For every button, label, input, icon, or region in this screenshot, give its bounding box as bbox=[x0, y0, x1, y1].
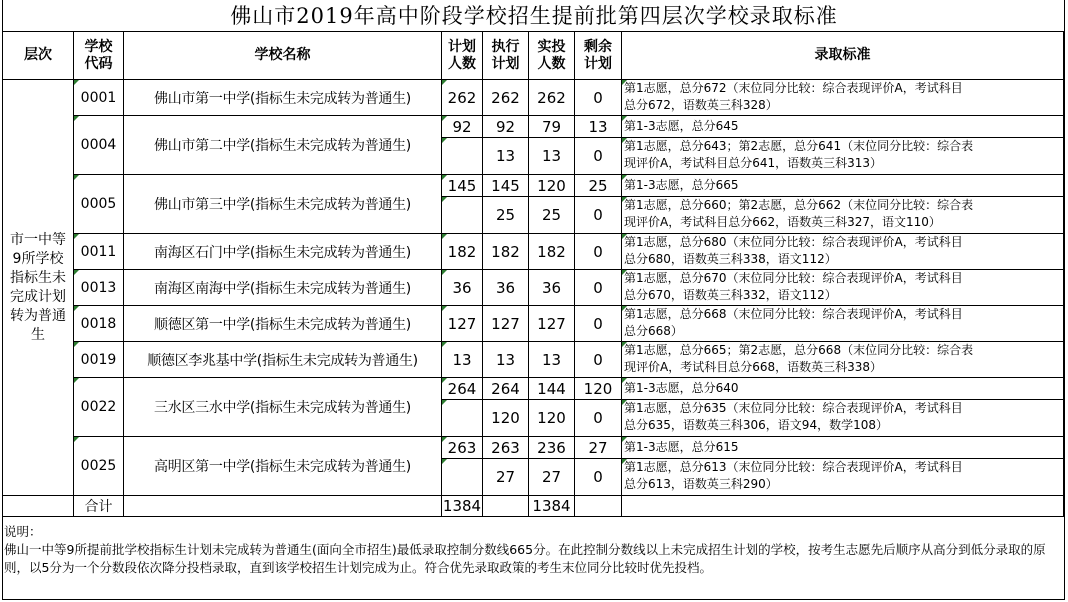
table-row bbox=[3, 342, 1064, 378]
table-row bbox=[3, 437, 1064, 459]
text-line: 第1-3志愿，总分615 bbox=[624, 440, 739, 454]
notes bbox=[4, 523, 1064, 577]
total-label: 合计 bbox=[74, 496, 124, 517]
table-row bbox=[3, 116, 1064, 138]
school-name: 顺德区李兆基中学(指标生未完成转为普通生) bbox=[124, 342, 442, 378]
table-row bbox=[3, 306, 1064, 342]
header-remain bbox=[575, 32, 622, 80]
plan-count: 127 bbox=[442, 306, 483, 342]
text-line: 总分670，语数英三科332，语文112） bbox=[624, 288, 837, 302]
exec-plan: 13 bbox=[483, 138, 529, 175]
plan-count bbox=[442, 197, 483, 234]
plan-count: 262 bbox=[442, 80, 483, 116]
header-actual bbox=[529, 32, 575, 80]
school-code: 0019 bbox=[74, 342, 124, 378]
total-blank bbox=[622, 496, 1064, 517]
remaining-plan: 25 bbox=[575, 175, 622, 197]
school-name: 南海区南海中学(指标生未完成转为普通生) bbox=[124, 270, 442, 306]
exec-plan: 264 bbox=[483, 378, 529, 400]
text-line: 第1志愿，总分613（末位同分比较：综合表现评价A，考试科目 bbox=[624, 460, 963, 474]
school-code: 0005 bbox=[74, 175, 124, 234]
actual-count: 262 bbox=[529, 80, 575, 116]
text-line: 第1志愿，总分670（末位同分比较：综合表现评价A，考试科目 bbox=[624, 271, 963, 285]
admission-criteria bbox=[622, 116, 1064, 138]
text-line: 总分680，语数英三科338，语文112） bbox=[624, 252, 837, 266]
text-line: 第1志愿，总分635（末位同分比较：综合表现评价A，考试科目 bbox=[624, 401, 963, 415]
admission-criteria bbox=[622, 270, 1064, 306]
school-name: 高明区第一中学(指标生未完成转为普通生) bbox=[124, 437, 442, 496]
plan-count: 145 bbox=[442, 175, 483, 197]
admission-table bbox=[2, 31, 1064, 517]
text-line: 9所学校 bbox=[12, 250, 64, 267]
actual-count: 120 bbox=[529, 400, 575, 437]
header-code bbox=[74, 32, 124, 80]
plan-count: 92 bbox=[442, 116, 483, 138]
plan-count: 36 bbox=[442, 270, 483, 306]
total-actual: 1384 bbox=[529, 496, 575, 517]
admission-criteria bbox=[622, 400, 1064, 437]
admission-criteria bbox=[622, 437, 1064, 459]
remaining-plan: 120 bbox=[575, 378, 622, 400]
admission-criteria bbox=[622, 378, 1064, 400]
plan-count bbox=[442, 400, 483, 437]
school-code: 0018 bbox=[74, 306, 124, 342]
table-row bbox=[3, 378, 1064, 400]
actual-count: 27 bbox=[529, 459, 575, 496]
school-name: 佛山市第二中学(指标生未完成转为普通生) bbox=[124, 116, 442, 175]
remaining-plan: 0 bbox=[575, 306, 622, 342]
plan-count bbox=[442, 459, 483, 496]
plan-count: 263 bbox=[442, 437, 483, 459]
remaining-plan: 0 bbox=[575, 197, 622, 234]
remaining-plan: 0 bbox=[575, 342, 622, 378]
actual-count: 182 bbox=[529, 234, 575, 270]
notes-heading: 说明： bbox=[4, 524, 42, 539]
actual-count: 120 bbox=[529, 175, 575, 197]
actual-count: 127 bbox=[529, 306, 575, 342]
actual-count: 13 bbox=[529, 138, 575, 175]
total-blank bbox=[3, 496, 74, 517]
remaining-plan: 0 bbox=[575, 400, 622, 437]
text-line: 完成计划 bbox=[10, 288, 66, 305]
school-name: 三水区三水中学(指标生未完成转为普通生) bbox=[124, 378, 442, 437]
text-line: 转为普通 bbox=[10, 307, 66, 324]
admission-criteria bbox=[622, 234, 1064, 270]
admission-criteria bbox=[622, 459, 1064, 496]
exec-plan: 127 bbox=[483, 306, 529, 342]
exec-plan: 27 bbox=[483, 459, 529, 496]
text-line: 第1志愿，总分668（末位同分比较：综合表现评价A，考试科目 bbox=[624, 307, 963, 321]
actual-count: 79 bbox=[529, 116, 575, 138]
text-line: 计划 bbox=[448, 38, 476, 55]
text-line: 第1志愿，总分660；第2志愿，总分662（末位同分比较：综合表 bbox=[624, 198, 974, 212]
school-name: 顺德区第一中学(指标生未完成转为普通生) bbox=[124, 306, 442, 342]
remaining-plan: 0 bbox=[575, 138, 622, 175]
exec-plan: 182 bbox=[483, 234, 529, 270]
remaining-plan: 27 bbox=[575, 437, 622, 459]
admission-criteria bbox=[622, 138, 1064, 175]
header-plan bbox=[442, 32, 483, 80]
text-line: 第1-3志愿，总分645 bbox=[624, 119, 739, 133]
total-blank bbox=[124, 496, 442, 517]
remaining-plan: 0 bbox=[575, 234, 622, 270]
exec-plan: 262 bbox=[483, 80, 529, 116]
text-line: 现评价A，考试科目总分662，语数英三科327，语文110） bbox=[624, 215, 941, 229]
plan-count bbox=[442, 138, 483, 175]
text-line: 实投 bbox=[537, 38, 566, 55]
text-line: 第1志愿，总分643；第2志愿，总分641（末位同分比较：综合表 bbox=[624, 139, 974, 153]
text-line: 第1志愿，总分680（末位同分比较：综合表现评价A，考试科目 bbox=[624, 235, 963, 249]
school-code: 0013 bbox=[74, 270, 124, 306]
remaining-plan: 0 bbox=[575, 459, 622, 496]
plan-count: 264 bbox=[442, 378, 483, 400]
text-line: 代码 bbox=[84, 55, 113, 72]
actual-count: 36 bbox=[529, 270, 575, 306]
actual-count: 25 bbox=[529, 197, 575, 234]
school-code: 0001 bbox=[74, 80, 124, 116]
table-row bbox=[3, 175, 1064, 197]
school-code: 0025 bbox=[74, 437, 124, 496]
admission-criteria bbox=[622, 80, 1064, 116]
text-line: 现评价A，考试科目总分641，语数英三科313） bbox=[624, 156, 883, 170]
text-line: 总分613，语数英三科290） bbox=[624, 477, 778, 491]
remaining-plan: 0 bbox=[575, 270, 622, 306]
group-label bbox=[3, 80, 74, 496]
table-row bbox=[3, 80, 1064, 116]
remaining-plan: 0 bbox=[575, 80, 622, 116]
notes-body: 佛山一中等9所提前批学校指标生计划未完成转为普通生(面向全市招生)最低录取控制分数线665分。在此控制分数线以上未完成招生计划的学校，按考生志愿先后顺序从高分到低分录取的原则，以5分为一个分数段依次降分投档录取，直到该学校招生计划完成为止。符合优先录取政策的考生末位同分比较时优先投档。 bbox=[4, 542, 1046, 575]
plan-count: 13 bbox=[442, 342, 483, 378]
text-line: 总分668） bbox=[624, 324, 683, 338]
actual-count: 144 bbox=[529, 378, 575, 400]
exec-plan: 25 bbox=[483, 197, 529, 234]
actual-count: 13 bbox=[529, 342, 575, 378]
total-row bbox=[3, 496, 1064, 517]
exec-plan: 120 bbox=[483, 400, 529, 437]
text-line: 总分672，语数英三科328） bbox=[624, 98, 778, 112]
text-line: 第1-3志愿，总分640 bbox=[624, 381, 739, 395]
school-code: 0004 bbox=[74, 116, 124, 175]
admission-criteria bbox=[622, 175, 1064, 197]
school-code: 0022 bbox=[74, 378, 124, 437]
text-line: 现评价A，考试科目总分668，语数英三科338） bbox=[624, 360, 883, 374]
exec-plan: 36 bbox=[483, 270, 529, 306]
total-plan: 1384 bbox=[442, 497, 482, 515]
text-line: 计划 bbox=[584, 55, 612, 72]
text-line: 人数 bbox=[537, 55, 566, 72]
school-name: 南海区石门中学(指标生未完成转为普通生) bbox=[124, 234, 442, 270]
admission-criteria bbox=[622, 306, 1064, 342]
text-line: 指标生未 bbox=[10, 269, 66, 286]
text-line: 生 bbox=[31, 326, 45, 343]
header-level: 层次 bbox=[3, 32, 74, 80]
text-line: 第1志愿，总分672（末位同分比较：综合表现评价A，考试科目 bbox=[624, 81, 963, 95]
text-line: 剩余 bbox=[584, 38, 612, 55]
exec-plan: 13 bbox=[483, 342, 529, 378]
table-row bbox=[3, 270, 1064, 306]
text-line: 第1-3志愿，总分665 bbox=[624, 178, 739, 192]
text-line: 人数 bbox=[448, 55, 476, 72]
header-school: 学校名称 bbox=[124, 32, 442, 80]
total-blank bbox=[483, 496, 529, 517]
header-criteria: 录取标准 bbox=[622, 32, 1064, 80]
text-line: 计划 bbox=[491, 55, 520, 72]
header-exec bbox=[483, 32, 529, 80]
text-line: 学校 bbox=[84, 38, 113, 55]
exec-plan: 92 bbox=[483, 116, 529, 138]
text-line: 执行 bbox=[491, 38, 520, 55]
text-line: 总分635，语数英三科306，语文94，数学108） bbox=[624, 418, 888, 432]
admission-criteria bbox=[622, 342, 1064, 378]
remaining-plan: 13 bbox=[575, 116, 622, 138]
exec-plan: 263 bbox=[483, 437, 529, 459]
admission-criteria bbox=[622, 197, 1064, 234]
school-code: 0011 bbox=[74, 234, 124, 270]
actual-count: 236 bbox=[529, 437, 575, 459]
plan-count: 182 bbox=[442, 234, 483, 270]
exec-plan: 145 bbox=[483, 175, 529, 197]
school-name: 佛山市第一中学(指标生未完成转为普通生) bbox=[124, 80, 442, 116]
page-title: 佛山市2019年高中阶段学校招生提前批第四层次学校录取标准 bbox=[230, 4, 838, 28]
text-line: 第1志愿，总分665；第2志愿，总分668（末位同分比较：综合表 bbox=[624, 343, 974, 357]
school-name: 佛山市第三中学(指标生未完成转为普通生) bbox=[124, 175, 442, 234]
table-row bbox=[3, 234, 1064, 270]
total-blank bbox=[575, 496, 622, 517]
text-line: 市一中等 bbox=[10, 231, 66, 248]
